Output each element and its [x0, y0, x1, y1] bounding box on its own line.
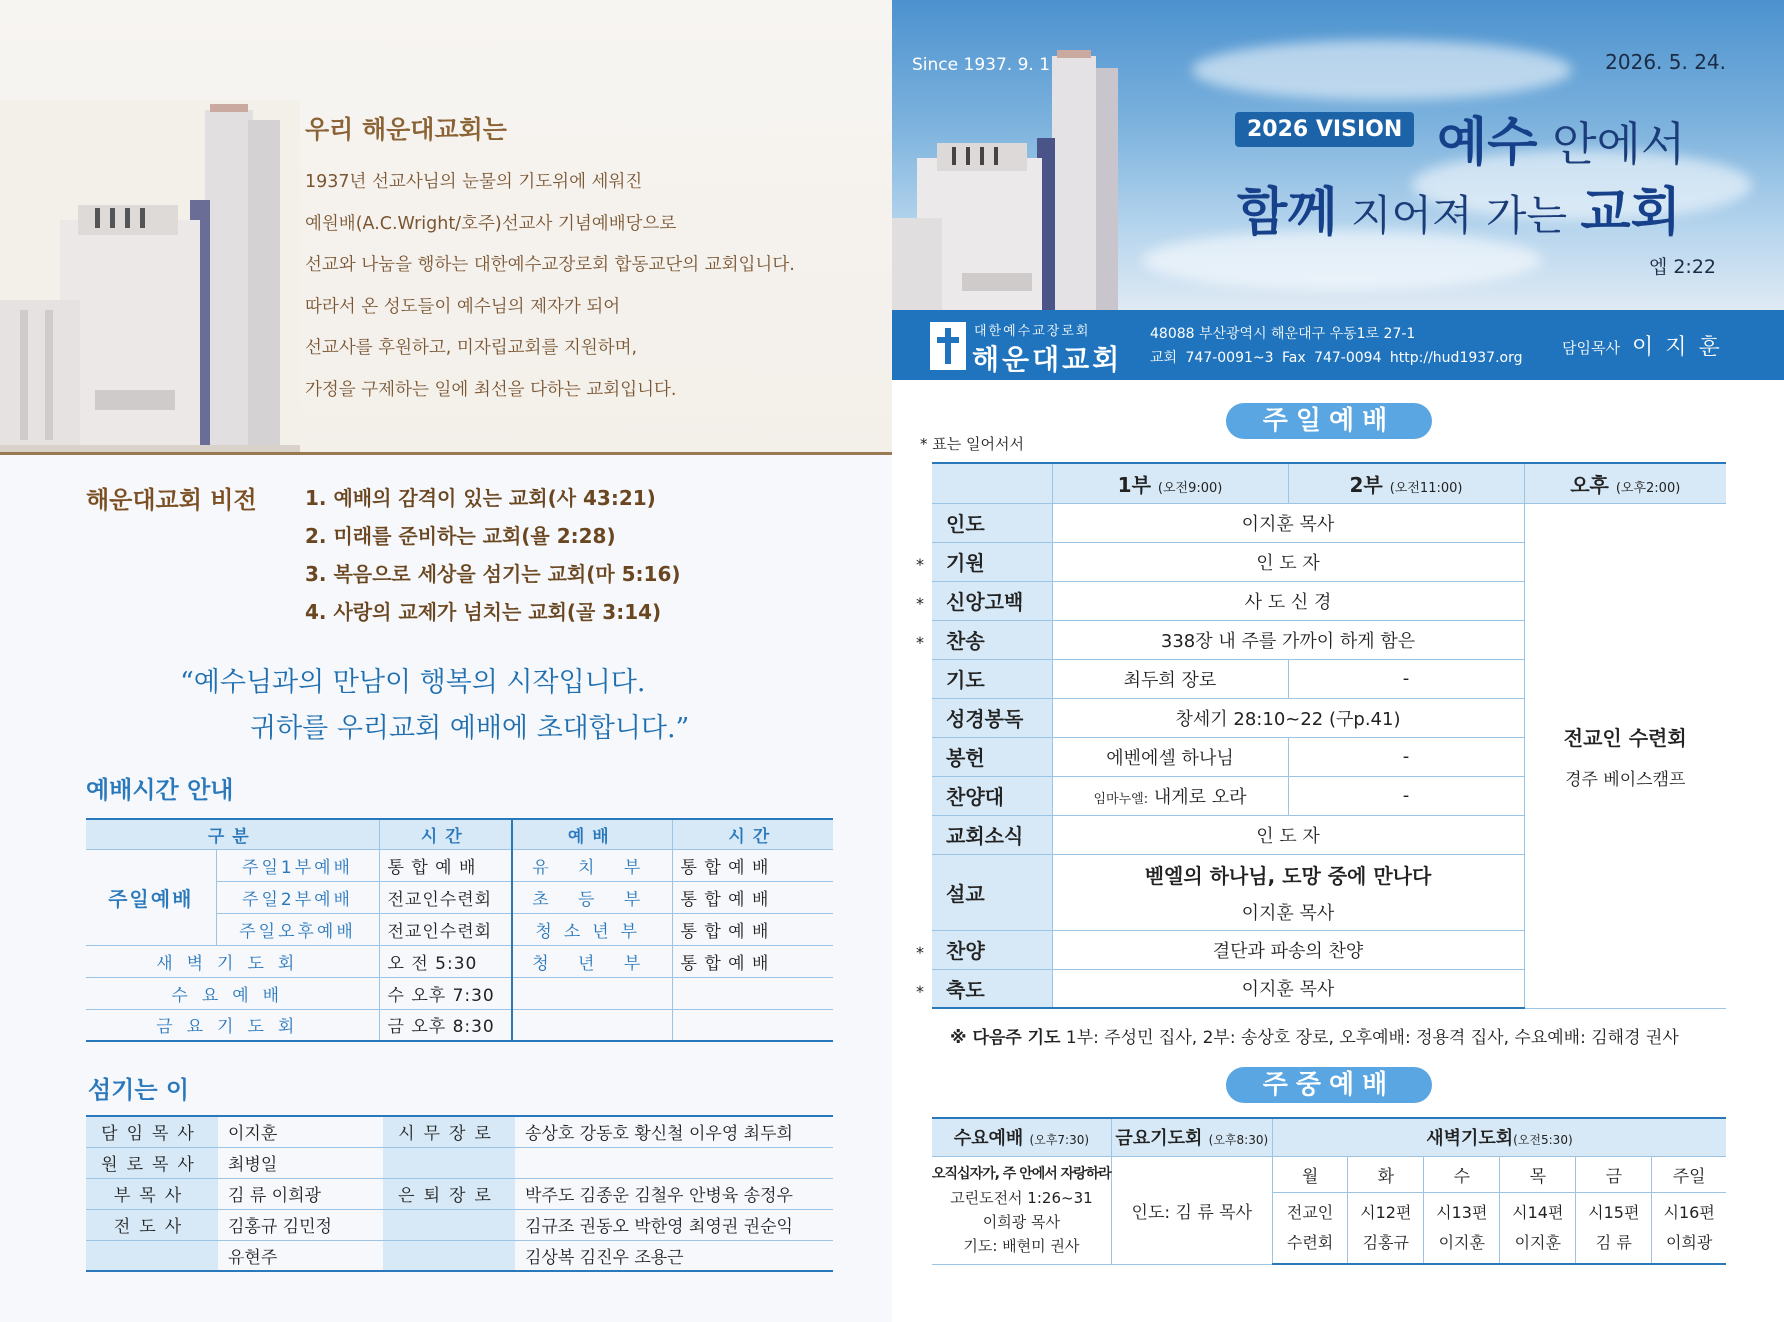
order-label-text: 찬양	[946, 939, 985, 963]
table-header	[1052, 463, 1288, 503]
stand-star: *	[916, 593, 924, 613]
department-name	[512, 1009, 672, 1041]
staff-role: 전도사	[86, 1209, 218, 1240]
sunday-service-pill: 주일예배	[1226, 403, 1432, 439]
dawn-passage: 시14편	[1512, 1202, 1564, 1222]
order-label: 찬양대	[932, 776, 1052, 815]
dawn-passage: 시12편	[1360, 1202, 1412, 1222]
staff-names: 유현주	[218, 1240, 383, 1271]
table-header	[932, 1118, 1111, 1156]
church-contact: 교회 747-0091~3 Fax 747-0094 http://hud1937.org	[1150, 350, 1523, 366]
dawn-cell	[1500, 1192, 1576, 1264]
intro-text	[305, 168, 875, 417]
service-name: 수요예배	[86, 977, 379, 1009]
intro-line: 선교와 나눔을 행하는 대한예수교장로회 합동교단의 교회입니다.	[305, 255, 795, 275]
pastor-label: 담임목사	[1562, 339, 1620, 357]
service-time: 금 오후 8:30	[379, 1009, 512, 1041]
wed-prayer: 기도: 배현미 권사	[963, 1237, 1080, 1255]
staff-role	[383, 1209, 515, 1240]
table-row	[86, 945, 833, 977]
staff-title: 섬기는 이	[88, 1076, 190, 1104]
slogan-word: 지어져 가는	[1337, 191, 1581, 240]
header-label: 2부	[1349, 472, 1383, 497]
service-name: 새벽기도회	[86, 945, 379, 977]
church-building-image	[0, 100, 300, 452]
service-name: 주일오후예배	[216, 913, 379, 945]
order-label-text: 축도	[946, 977, 985, 1002]
order-value: 창세기 28:10~22 (구p.41)	[1052, 698, 1524, 737]
slogan-word: 예수	[1437, 112, 1538, 173]
church-name: 해운대교회	[972, 343, 1123, 376]
since-text: Since 1937. 9. 1	[912, 55, 1051, 75]
service-name: 금요기도회	[86, 1009, 379, 1041]
table-header-row	[932, 463, 1726, 503]
vision-item: 1. 예배의 감격이 있는 교회(사 43:21)	[305, 486, 656, 510]
dawn-cell	[1424, 1192, 1500, 1264]
stand-star: *	[916, 632, 924, 652]
staff-role	[86, 1240, 218, 1271]
intro-line: 선교사를 후원하고, 미자립교회를 지원하며,	[305, 338, 638, 358]
staff-role: 은퇴장로	[383, 1178, 515, 1209]
stand-note: * 표는 일어서서	[920, 435, 1024, 453]
table-row	[86, 1009, 833, 1041]
service-time: 통 합 예 배	[379, 849, 512, 881]
next-prayer-label: ※ 다음주 기도	[950, 1028, 1061, 1048]
table-header-row	[932, 1118, 1726, 1156]
service-time: 오 전 5:30	[379, 945, 512, 977]
department-time: 통 합 예 배	[672, 881, 833, 913]
department-time: 통 합 예 배	[672, 945, 833, 977]
vision-label: 해운대교회 비전	[86, 486, 257, 514]
table-header	[1272, 1118, 1726, 1156]
day-label: 금	[1576, 1156, 1652, 1192]
table-header-row	[86, 819, 833, 849]
hero-banner	[892, 0, 1784, 310]
invitation-quote	[180, 660, 740, 752]
staff-role	[383, 1240, 515, 1271]
order-value: 사 도 신 경	[1052, 581, 1524, 620]
day-label: 월	[1272, 1156, 1347, 1192]
department-time: 통 합 예 배	[672, 913, 833, 945]
stand-star: *	[916, 942, 924, 962]
next-prayer-text: 1부: 주성민 집사, 2부: 송상호 장로, 오후예배: 정용격 집사, 수요예배: 김해경 권사	[1065, 1028, 1679, 1048]
staff-names: 이지훈	[218, 1116, 383, 1147]
department-name: 초 등 부	[512, 881, 672, 913]
dawn-passage: 전교인	[1286, 1202, 1334, 1222]
table-header: 시간	[379, 819, 512, 849]
service-time: 전교인수련회	[379, 881, 512, 913]
service-time: 전교인수련회	[379, 913, 512, 945]
header-time: (오후2:00)	[1615, 480, 1681, 496]
slogan-verse: 엡 2:22	[1648, 256, 1716, 278]
dawn-passage: 시15편	[1588, 1202, 1640, 1222]
order-label-text: 기원	[946, 551, 985, 575]
dawn-cell	[1652, 1192, 1726, 1264]
order-label	[916, 581, 1052, 620]
table-header	[1111, 1118, 1272, 1156]
vision-list	[305, 482, 681, 634]
intro-divider	[0, 452, 892, 455]
header-time: (오후8:30)	[1208, 1133, 1269, 1148]
table-row	[932, 1156, 1726, 1192]
slogan-word: 함께	[1237, 182, 1338, 243]
order-label-text: 신앙고백	[946, 590, 1024, 614]
dawn-leader: 이희광	[1665, 1232, 1713, 1252]
staff-names: 김규조 권동오 박한영 최영권 권순익	[515, 1209, 833, 1240]
order-label: 교회소식	[932, 815, 1052, 854]
order-value: 인 도 자	[1052, 815, 1524, 854]
service-times-title: 예배시간 안내	[86, 776, 234, 804]
service-time: 수 오후 7:30	[379, 977, 512, 1009]
dawn-leader: 이지훈	[1438, 1232, 1485, 1252]
order-label: 설교	[932, 854, 1052, 930]
service-name: 주일2부예배	[216, 881, 379, 913]
day-label: 화	[1348, 1156, 1424, 1192]
bulletin-date: 2026. 5. 24.	[1605, 50, 1726, 74]
sunday-service-group: 주일예배	[86, 849, 216, 945]
header-time: (오전11:00)	[1389, 480, 1463, 496]
afternoon-title: 전교인 수련회	[1563, 725, 1687, 750]
dawn-passage: 시13편	[1436, 1202, 1488, 1222]
staff-names: 김상복 김진우 조용근	[515, 1240, 833, 1271]
table-row	[932, 503, 1726, 542]
table-header-blank	[932, 463, 1052, 503]
day-label: 목	[1500, 1156, 1576, 1192]
sermon-title: 벧엘의 하나님, 도망 중에 만나다	[1144, 863, 1432, 888]
afternoon-location: 경주 베이스캠프	[1565, 769, 1686, 790]
order-label: 성경봉독	[932, 698, 1052, 737]
intro-line: 1937년 선교사님의 눈물의 기도위에 세워진	[305, 172, 643, 192]
table-header: 예배	[512, 819, 672, 849]
service-times-table	[86, 818, 833, 1042]
order-value-1: 최두희 장로	[1052, 659, 1288, 698]
church-info-bar	[892, 310, 1784, 380]
department-time	[672, 977, 833, 1009]
staff-names: 김 류 이희광	[218, 1178, 383, 1209]
staff-role: 부목사	[86, 1178, 218, 1209]
table-row	[86, 849, 833, 881]
intro-line: 따라서 온 성도들이 예수님의 제자가 되어	[305, 296, 621, 317]
table-header: 시간	[672, 819, 833, 849]
department-name: 청소년부	[512, 913, 672, 945]
choir-name: 임마누엘:	[1093, 791, 1149, 807]
intro-line: 예원배(A.C.Wright/호주)선교사 기념예배당으로	[305, 213, 677, 234]
sunday-order-table	[916, 462, 1726, 1009]
wed-preacher: 이희광 목사	[982, 1213, 1060, 1231]
wed-sermon-title: 오직십자가, 주 안에서 자랑하라	[932, 1166, 1111, 1182]
header-label: 1부	[1117, 472, 1151, 497]
wednesday-service-cell	[932, 1156, 1111, 1264]
order-value: 결단과 파송의 찬양	[1052, 930, 1524, 969]
vision-item: 3. 복음으로 세상을 섬기는 교회(마 5:16)	[305, 562, 681, 586]
order-label	[916, 930, 1052, 969]
wed-scripture: 고린도전서 1:26~31	[950, 1189, 1093, 1207]
order-label: 기도	[932, 659, 1052, 698]
dawn-cell	[1272, 1192, 1347, 1264]
department-time: 통 합 예 배	[672, 849, 833, 881]
choir-song: 내게로 오라	[1148, 786, 1247, 808]
dawn-leader: 김홍규	[1362, 1232, 1409, 1252]
table-row	[86, 1240, 833, 1271]
staff-role: 담임목사	[86, 1116, 218, 1147]
order-label: 인도	[932, 503, 1052, 542]
intro-title: 우리 해운대교회는	[305, 115, 507, 144]
quote-line-2: 귀하를 우리교회 예배에 초대합니다.”	[250, 713, 690, 744]
slogan-word: 안에서	[1537, 117, 1686, 171]
order-label: 봉헌	[932, 737, 1052, 776]
afternoon-service-cell	[1524, 503, 1726, 1008]
order-value-1	[1052, 776, 1288, 815]
table-row	[86, 1116, 833, 1147]
department-name: 유 치 부	[512, 849, 672, 881]
header-label: 오후	[1570, 472, 1609, 497]
cross-icon	[930, 322, 966, 370]
vision-item: 2. 미래를 준비하는 교회(욜 2:28)	[305, 524, 616, 548]
right-panel	[892, 0, 1784, 1322]
header-label: 새벽기도회	[1426, 1128, 1514, 1150]
order-value-2: -	[1288, 776, 1524, 815]
table-row	[86, 1178, 833, 1209]
order-value: 인 도 자	[1052, 542, 1524, 581]
sermon-preacher: 이지훈 목사	[1241, 902, 1335, 924]
order-label	[916, 620, 1052, 659]
sermon-cell	[1052, 854, 1524, 930]
pastor-name: 이지훈	[1632, 335, 1732, 360]
weekday-service-pill: 주중예배	[1226, 1067, 1432, 1103]
weekday-service-table	[932, 1117, 1726, 1265]
table-row	[86, 977, 833, 1009]
dawn-leader: 김 류	[1595, 1232, 1632, 1252]
staff-names	[515, 1147, 833, 1178]
next-week-prayer	[950, 1023, 1679, 1048]
table-row	[86, 1209, 833, 1240]
stand-star: *	[916, 981, 924, 1001]
staff-role	[383, 1147, 515, 1178]
staff-names: 김홍규 김민정	[218, 1209, 383, 1240]
order-value-2: -	[1288, 659, 1524, 698]
header-label: 수요예배	[953, 1128, 1024, 1150]
stand-star: *	[916, 554, 924, 574]
staff-names: 송상호 강동호 황신철 이우영 최두희	[515, 1116, 833, 1147]
day-label: 수	[1424, 1156, 1500, 1192]
denomination: 대한예수교장로회	[974, 324, 1091, 339]
header-time: (오전9:00)	[1157, 480, 1223, 496]
slogan-line-1	[1437, 100, 1685, 175]
order-value: 338장 내 주를 가까이 하게 함은	[1052, 620, 1524, 659]
slogan-line-2	[1237, 170, 1681, 245]
staff-names: 최병일	[218, 1147, 383, 1178]
dawn-cell	[1576, 1192, 1652, 1264]
dawn-leader: 이지훈	[1514, 1232, 1561, 1252]
order-value: 이지훈 목사	[1052, 503, 1524, 542]
friday-service-cell: 인도: 김 류 목사	[1111, 1156, 1272, 1264]
header-time: (오전5:30)	[1513, 1133, 1573, 1148]
intro-line: 가정을 구제하는 일에 최선을 다하는 교회입니다.	[305, 379, 677, 400]
church-address: 48088 부산광역시 해운대구 우동1로 27-1	[1150, 326, 1416, 342]
vision-badge: 2026 VISION	[1235, 112, 1414, 147]
staff-table	[86, 1115, 833, 1272]
department-name: 청 년 부	[512, 945, 672, 977]
department-time	[672, 1009, 833, 1041]
staff-role: 원로목사	[86, 1147, 218, 1178]
header-time: (오후7:30)	[1029, 1133, 1090, 1148]
order-label	[916, 542, 1052, 581]
day-label: 주일	[1652, 1156, 1726, 1192]
church-building-image	[892, 48, 1132, 310]
table-header	[1524, 463, 1726, 503]
staff-role: 시무장로	[383, 1116, 515, 1147]
table-header: 구분	[86, 819, 379, 849]
dawn-passage: 시16편	[1663, 1202, 1715, 1222]
slogan-word: 교회	[1580, 182, 1681, 243]
order-value-2: -	[1288, 737, 1524, 776]
order-label-text: 찬송	[946, 629, 985, 653]
order-value: 이지훈 목사	[1052, 969, 1524, 1008]
dawn-leader: 수련회	[1286, 1232, 1334, 1252]
vision-item: 4. 사랑의 교제가 넘치는 교회(골 3:14)	[305, 600, 662, 624]
service-name: 주일1부예배	[216, 849, 379, 881]
table-row	[86, 1147, 833, 1178]
quote-line-1: “예수님과의 만남이 행복의 시작입니다.	[180, 667, 646, 698]
staff-names: 박주도 김종운 김철우 안병육 송정우	[515, 1178, 833, 1209]
order-label	[916, 969, 1052, 1008]
department-name	[512, 977, 672, 1009]
header-label: 금요기도회	[1115, 1128, 1203, 1150]
order-value-1: 에벤에셀 하나님	[1052, 737, 1288, 776]
table-header	[1288, 463, 1524, 503]
dawn-cell	[1348, 1192, 1424, 1264]
